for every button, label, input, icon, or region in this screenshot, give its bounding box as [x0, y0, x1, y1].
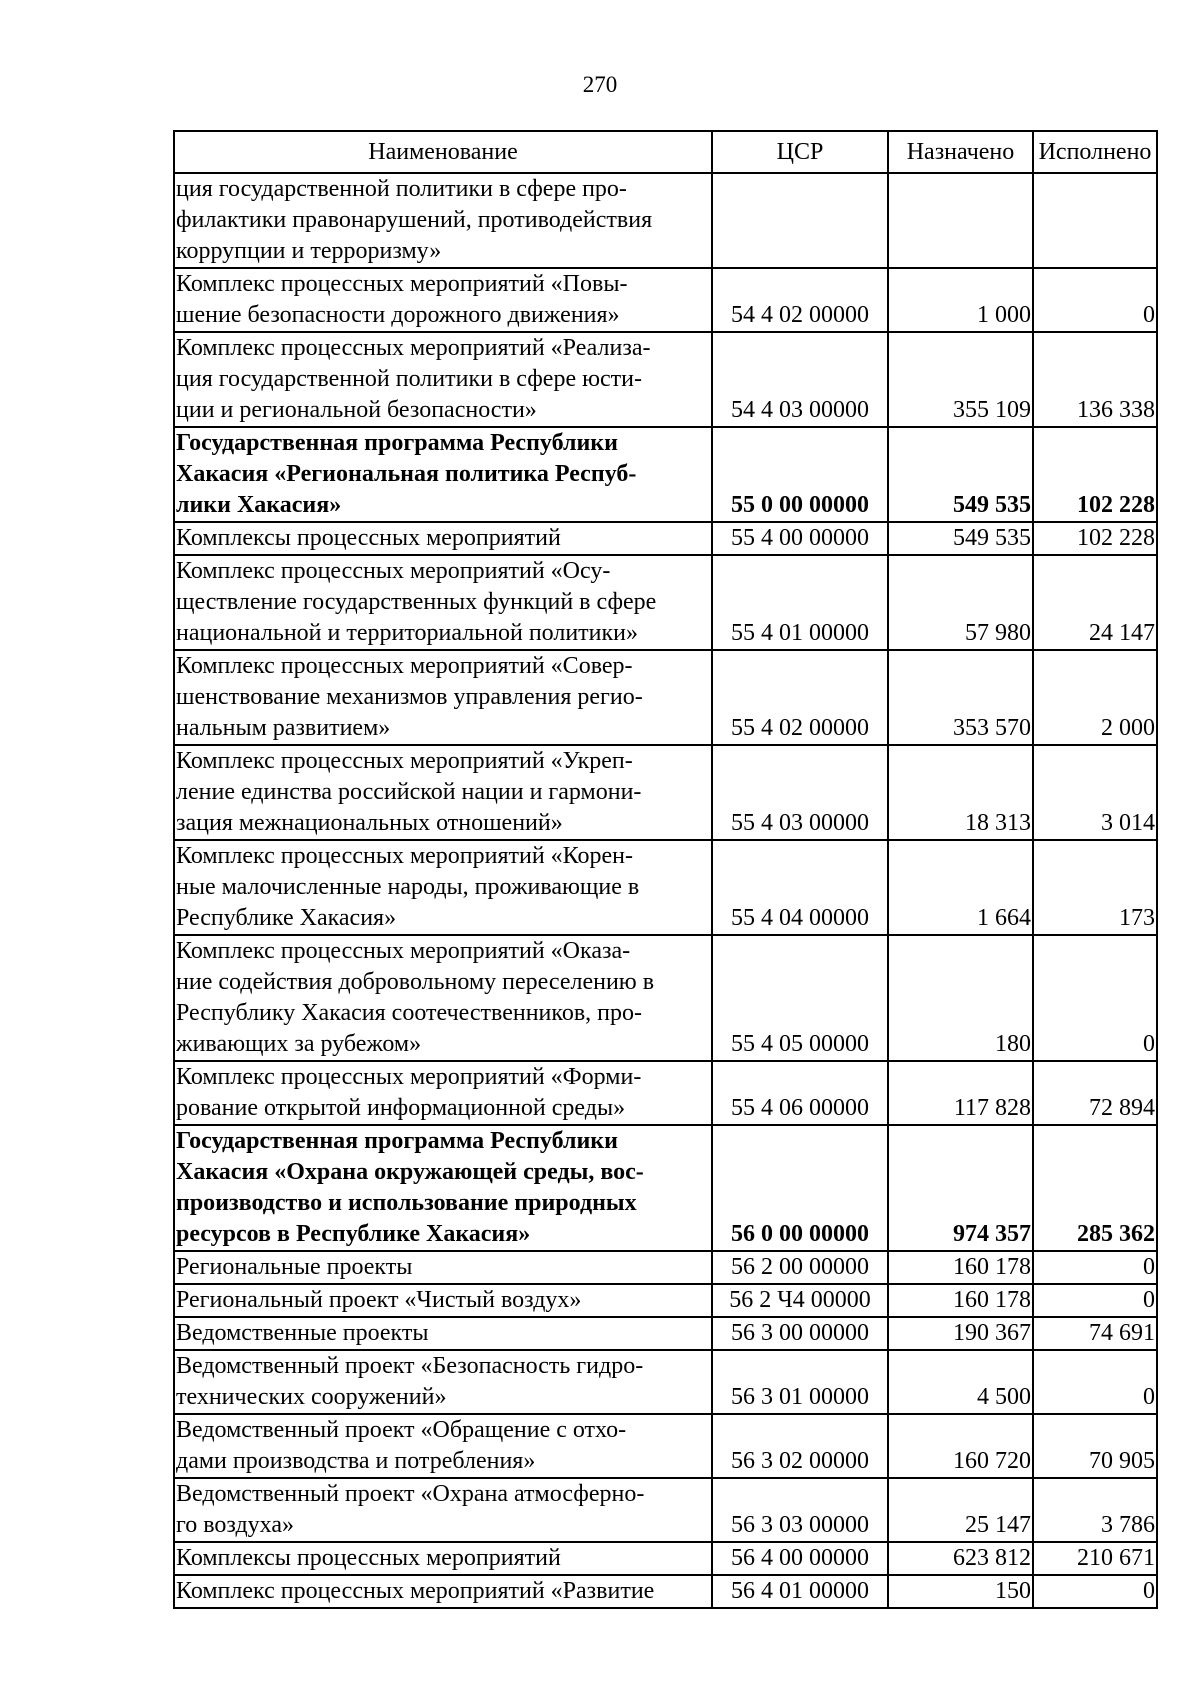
row-name-cell: ция государственной политики в сфере про- филактики правонарушений, противодействия коррупции и терроризму» [174, 173, 712, 268]
row-name-cell: Комплекс процессных мероприятий «Корен- ные малочисленные народы, проживающие в Республике Хакасия» [174, 840, 712, 935]
row-executed-cell [1033, 173, 1157, 268]
table-row [174, 173, 1157, 268]
row-executed-cell: 0 [1033, 1575, 1157, 1608]
table-row [174, 522, 1157, 555]
row-planned-cell: 160 178 [888, 1251, 1033, 1284]
row-planned-cell: 1 664 [888, 840, 1033, 935]
table-row [174, 1061, 1157, 1125]
row-name-cell: Комплекс процессных мероприятий «Реализа- ция государственной политики в сфере юсти- ции и региональной безопасности» [174, 332, 712, 427]
row-name-cell: Комплекс процессных мероприятий «Совер- шенствование механизмов управления регио- нальным развитием» [174, 650, 712, 745]
row-csr-cell: 56 4 01 00000 [712, 1575, 888, 1608]
row-executed-cell: 0 [1033, 268, 1157, 332]
row-csr-cell: 56 4 00 00000 [712, 1542, 888, 1575]
row-csr-cell: 54 4 02 00000 [712, 268, 888, 332]
row-csr-cell: 54 4 03 00000 [712, 332, 888, 427]
row-name-cell: Комплекс процессных мероприятий «Развитие [174, 1575, 712, 1608]
row-name-cell: Региональный проект «Чистый воздух» [174, 1284, 712, 1317]
row-executed-cell: 210 671 [1033, 1542, 1157, 1575]
table-row [174, 1575, 1157, 1608]
row-executed-cell: 0 [1033, 935, 1157, 1061]
row-planned-cell: 549 535 [888, 522, 1033, 555]
row-csr-cell: 55 4 02 00000 [712, 650, 888, 745]
row-name-cell: Региональные проекты [174, 1251, 712, 1284]
row-executed-cell: 2 000 [1033, 650, 1157, 745]
row-executed-cell: 102 228 [1033, 522, 1157, 555]
row-executed-cell: 3 786 [1033, 1478, 1157, 1542]
row-planned-cell: 180 [888, 935, 1033, 1061]
row-csr-cell: 55 4 05 00000 [712, 935, 888, 1061]
table-row [174, 1125, 1157, 1251]
row-executed-cell: 173 [1033, 840, 1157, 935]
table-row [174, 1284, 1157, 1317]
table-row [174, 1350, 1157, 1414]
row-csr-cell: 55 4 00 00000 [712, 522, 888, 555]
row-executed-cell: 0 [1033, 1284, 1157, 1317]
row-csr-cell: 55 4 01 00000 [712, 555, 888, 650]
table-row [174, 1414, 1157, 1478]
row-name-cell: Комплекс процессных мероприятий «Форми- рование открытой информационной среды» [174, 1061, 712, 1125]
row-name-cell: Комплекс процессных мероприятий «Осу- ществление государственных функций в сфере национальной и территориальной политики» [174, 555, 712, 650]
row-csr-cell: 56 2 Ч4 00000 [712, 1284, 888, 1317]
row-planned-cell: 4 500 [888, 1350, 1033, 1414]
row-csr-cell: 56 3 03 00000 [712, 1478, 888, 1542]
row-name-cell: Ведомственный проект «Безопасность гидро- технических сооружений» [174, 1350, 712, 1414]
row-planned-cell: 974 357 [888, 1125, 1033, 1251]
column-header-name: Наименование [174, 131, 712, 173]
row-planned-cell: 355 109 [888, 332, 1033, 427]
budget-table [173, 130, 1158, 1609]
row-executed-cell: 24 147 [1033, 555, 1157, 650]
column-header-csr: ЦСР [712, 131, 888, 173]
table-header-row [174, 131, 1157, 173]
row-planned-cell: 1 000 [888, 268, 1033, 332]
row-planned-cell: 160 720 [888, 1414, 1033, 1478]
row-csr-cell: 55 4 03 00000 [712, 745, 888, 840]
row-csr-cell: 55 0 00 00000 [712, 427, 888, 522]
table-row [174, 840, 1157, 935]
row-name-cell: Комплексы процессных мероприятий [174, 1542, 712, 1575]
column-header-planned: Назначено [888, 131, 1033, 173]
row-planned-cell: 623 812 [888, 1542, 1033, 1575]
row-planned-cell: 117 828 [888, 1061, 1033, 1125]
table-row [174, 935, 1157, 1061]
row-planned-cell: 57 980 [888, 555, 1033, 650]
row-name-cell: Комплексы процессных мероприятий [174, 522, 712, 555]
row-executed-cell: 72 894 [1033, 1061, 1157, 1125]
row-csr-cell: 56 3 00 00000 [712, 1317, 888, 1350]
table-row [174, 650, 1157, 745]
table-row [174, 1251, 1157, 1284]
column-header-executed: Исполнено [1033, 131, 1157, 173]
row-csr-cell: 56 3 01 00000 [712, 1350, 888, 1414]
row-executed-cell: 70 905 [1033, 1414, 1157, 1478]
row-planned-cell: 25 147 [888, 1478, 1033, 1542]
row-planned-cell: 190 367 [888, 1317, 1033, 1350]
table-row [174, 268, 1157, 332]
row-csr-cell: 55 4 06 00000 [712, 1061, 888, 1125]
row-csr-cell: 56 2 00 00000 [712, 1251, 888, 1284]
row-csr-cell [712, 173, 888, 268]
row-name-cell: Ведомственные проекты [174, 1317, 712, 1350]
row-name-cell: Ведомственный проект «Охрана атмосферно- го воздуха» [174, 1478, 712, 1542]
table-row [174, 555, 1157, 650]
row-csr-cell: 56 0 00 00000 [712, 1125, 888, 1251]
row-executed-cell: 0 [1033, 1350, 1157, 1414]
row-executed-cell: 136 338 [1033, 332, 1157, 427]
row-planned-cell [888, 173, 1033, 268]
row-executed-cell: 102 228 [1033, 427, 1157, 522]
row-executed-cell: 285 362 [1033, 1125, 1157, 1251]
row-planned-cell: 549 535 [888, 427, 1033, 522]
row-executed-cell: 3 014 [1033, 745, 1157, 840]
row-planned-cell: 160 178 [888, 1284, 1033, 1317]
row-name-cell: Комплекс процессных мероприятий «Оказа- ние содействия добровольному переселению в Республику Хакасия соотечественников, про- живающих за рубежом» [174, 935, 712, 1061]
row-csr-cell: 56 3 02 00000 [712, 1414, 888, 1478]
row-executed-cell: 74 691 [1033, 1317, 1157, 1350]
row-name-cell: Комплекс процессных мероприятий «Повы- шение безопасности дорожного движения» [174, 268, 712, 332]
row-csr-cell: 55 4 04 00000 [712, 840, 888, 935]
row-name-cell: Государственная программа Республики Хакасия «Региональная политика Респуб- лики Хакасия» [174, 427, 712, 522]
row-name-cell: Государственная программа Республики Хакасия «Охрана окружающей среды, вос- производство и использование природных ресурсов в Республике Хакасия» [174, 1125, 712, 1251]
page-number: 270 [582, 72, 618, 97]
table-row [174, 745, 1157, 840]
row-executed-cell: 0 [1033, 1251, 1157, 1284]
table-row [174, 1317, 1157, 1350]
row-planned-cell: 353 570 [888, 650, 1033, 745]
table-row [174, 427, 1157, 522]
row-planned-cell: 18 313 [888, 745, 1033, 840]
table-row [174, 1542, 1157, 1575]
row-planned-cell: 150 [888, 1575, 1033, 1608]
table-row [174, 1478, 1157, 1542]
row-name-cell: Комплекс процессных мероприятий «Укреп- ление единства российской нации и гармони- зация межнациональных отношений» [174, 745, 712, 840]
table-row [174, 332, 1157, 427]
row-name-cell: Ведомственный проект «Обращение с отхо- дами производства и потребления» [174, 1414, 712, 1478]
